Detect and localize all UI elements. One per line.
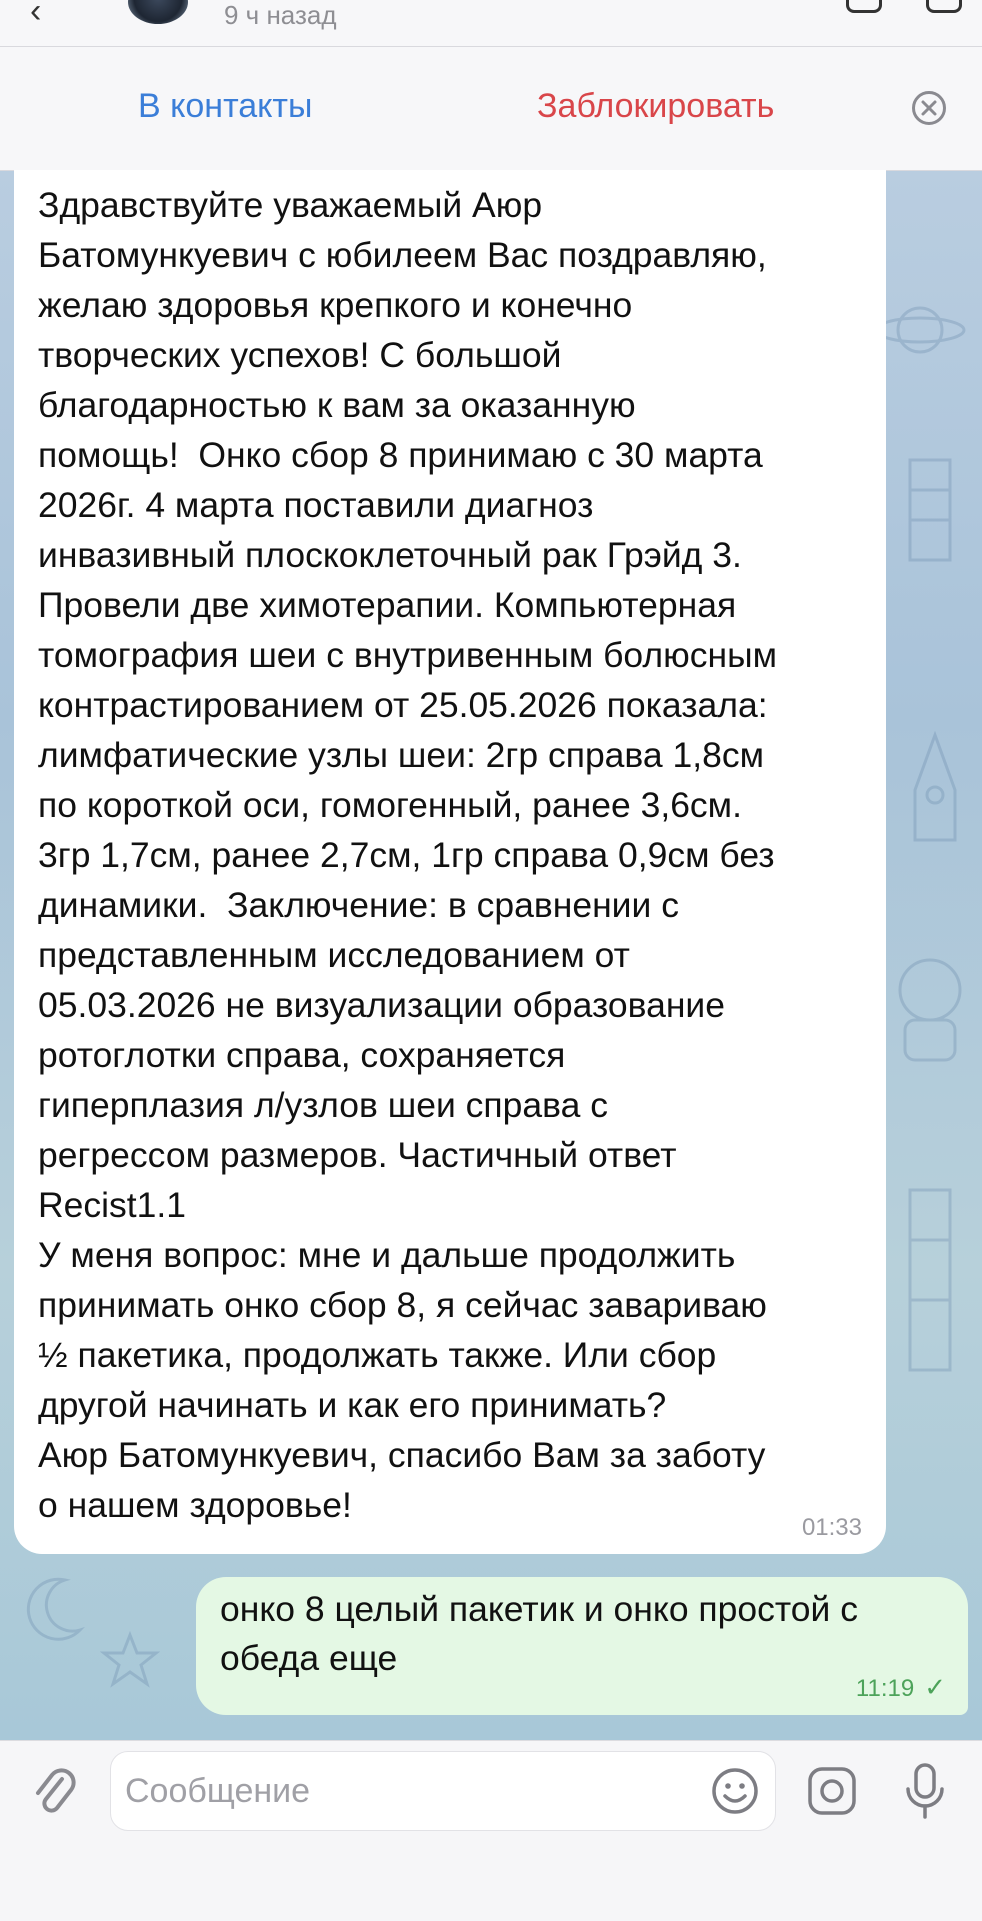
satellite-doodle-icon <box>890 450 970 570</box>
microphone-icon <box>902 1761 948 1823</box>
emoji-button[interactable] <box>710 1766 760 1816</box>
message-text: онко 8 целый пакетик и онко простой с обеда еще <box>220 1589 858 1678</box>
last-seen-status: 9 ч назад <box>224 0 337 30</box>
satellite-doodle-icon <box>890 1180 970 1380</box>
message-input[interactable] <box>110 1751 776 1831</box>
incoming-message-bubble[interactable] <box>14 170 886 1554</box>
chevron-left-icon[interactable]: ‹ <box>30 0 42 30</box>
chat-header <box>0 0 982 46</box>
message-input-bar <box>0 1740 982 1921</box>
message-meta <box>856 1672 946 1703</box>
outgoing-message-bubble[interactable] <box>196 1577 968 1715</box>
avatar[interactable] <box>128 0 188 24</box>
close-action-bar-button[interactable] <box>912 91 946 125</box>
paperclip-icon <box>30 1765 80 1825</box>
unknown-contact-action-bar <box>0 47 982 171</box>
microphone-button[interactable] <box>902 1761 948 1823</box>
video-icon[interactable] <box>926 0 962 13</box>
star-doodle-icon <box>100 1630 160 1690</box>
smiley-icon <box>710 1766 760 1816</box>
attach-button[interactable] <box>30 1765 80 1825</box>
moon-doodle-icon <box>10 1570 90 1650</box>
camera-icon <box>806 1765 858 1817</box>
add-to-contacts-button[interactable]: В контакты <box>138 87 313 125</box>
close-circle-icon <box>920 99 938 117</box>
message-text: Здравствуйте уважаемый Аюр Батомункуевич с юбилеем Вас поздравляю, желаю здоровья крепкого и конечно творческих успехов! С большой благодарностью к вам за оказанную помощь! Онко сбор 8 принимаю с 30 марта 2026г. 4 марта поставили диагноз инвазивный плоскоклеточный рак Грэйд 3. Провели две химотерапии. Компьютерная томография шеи с внутривенным болюсным контрастированием от 25.05.2026 показала: лимфатические узлы шеи: 2гр справа 1,8см по короткой оси, гомогенный, ранее 3,6см. 3гр 1,7см, ранее 2,7см, 1гр справа 0,9см без динамики. Заключение: в сравнении с представленным исследованием от 05.03.2026 не визуализации образование ротоглотки справа, сохраняется гиперплазия л/узлов шеи справа с регрессом размеров. Частичный ответ Recist1.1 У меня вопрос: мне и дальше продолжить принимать онко сбор 8, я сейчас завариваю ½ пакетика, продолжать также. Или сбор другой начинать и как его принимать? Аюр Батомункуевич, спасибо Вам за заботу о нашем здоровье! <box>38 185 777 1525</box>
message-time: 01:33 <box>801 1514 862 1541</box>
camera-button[interactable] <box>806 1765 858 1817</box>
block-user-button[interactable]: Заблокировать <box>537 87 775 125</box>
header-actions <box>806 0 962 18</box>
message-time: 11:19 <box>855 1675 915 1702</box>
rocket-doodle-icon <box>900 730 970 870</box>
astronaut-doodle-icon <box>880 950 980 1070</box>
phone-icon[interactable] <box>846 0 882 13</box>
checkmark-icon: ✓ <box>924 1672 946 1702</box>
